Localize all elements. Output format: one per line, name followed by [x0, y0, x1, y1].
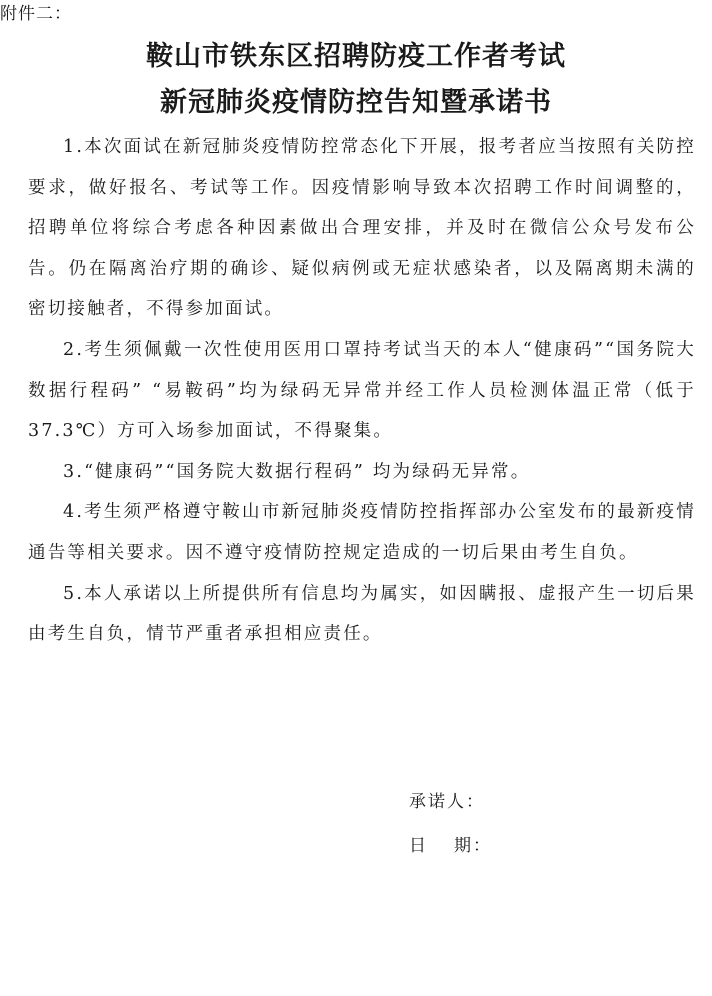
document-title-line-2: 新冠肺炎疫情防控告知暨承诺书 — [160, 87, 552, 118]
paragraph-3: 3.“健康码”“国务院大数据行程码” 均为绿码无异常。 — [63, 461, 531, 482]
promiser-signature-label: 承诺人： — [409, 792, 485, 812]
date-signature-label — [409, 834, 492, 858]
paragraph-4: 4.考生须严格遵守鞍山市新冠肺炎疫情防控指挥部办公室发布的最新疫情通告等相关要求。因不遵守疫情防控规定造成的一切后果由考生自负。 — [28, 502, 696, 563]
paragraph-5: 5.本人承诺以上所提供所有信息均为属实，如因瞒报、虚报产生一切后果由考生自负，情节严重者承担相应责任。 — [28, 583, 696, 645]
attachment-label: 附件二： — [0, 4, 72, 24]
paragraph-2: 2.考生须佩戴一次性使用医用口罩持考试当天的本人“健康码”“国务院大数据行程码” “易鞍码”均为绿码无异常并经工作人员检测体温正常（低于 37.3℃）方可入场参加面试，不得聚集。 — [28, 339, 696, 442]
date-label-char-1: 日 — [409, 836, 428, 856]
notice-body — [28, 127, 696, 655]
date-label-char-2: 期： — [454, 836, 492, 856]
paragraph-1: 1.本次面试在新冠肺炎疫情防控常态化下开展，报考者应当按照有关防控要求，做好报名、考试等工作。因疫情影响导致本次招聘工作时间调整的，招聘单位将综合考虑各种因素做出合理安排，并及时在微信公众号发布公告。仍在隔离治疗期的确诊、疑似病例或无症状感染者，以及隔离期未满的密切接触者，不得参加面试。 — [28, 137, 696, 320]
document-title-line-1: 鞍山市铁东区招聘防疫工作者考试 — [146, 41, 566, 72]
